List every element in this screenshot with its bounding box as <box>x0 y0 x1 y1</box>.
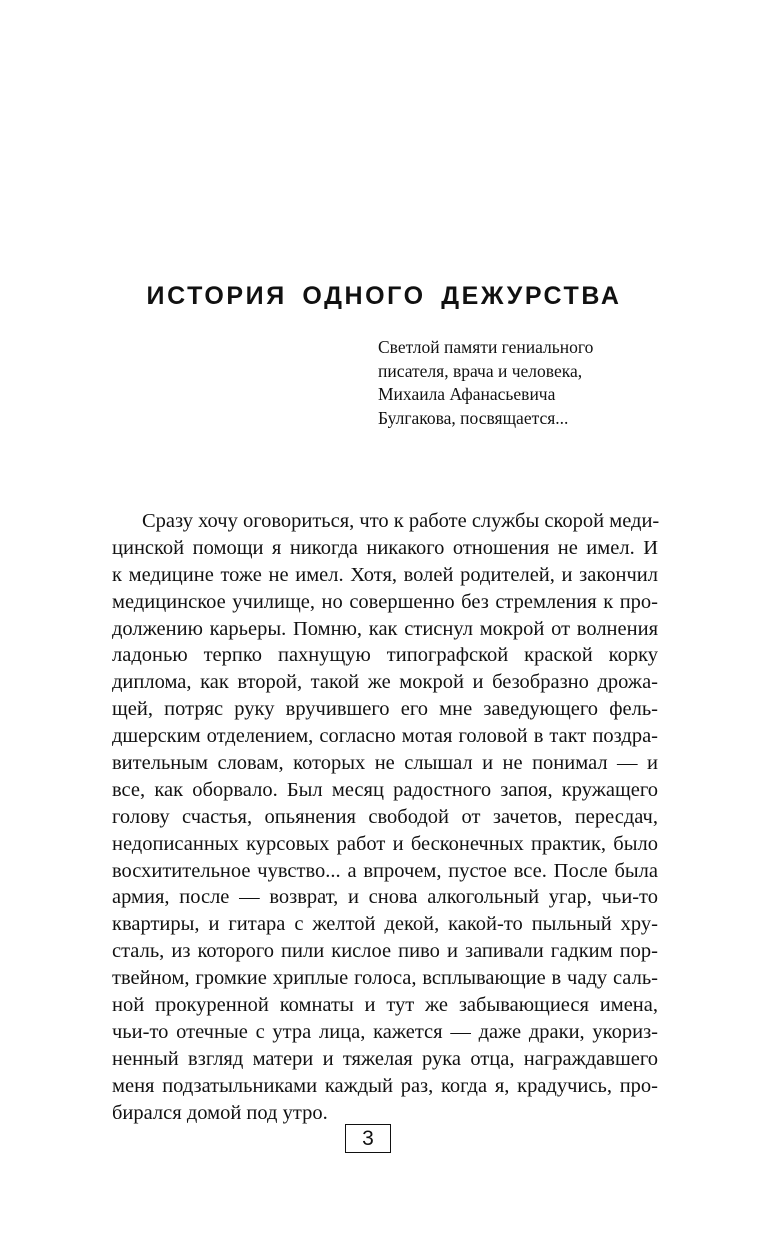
text-line: вительным словам, которых не слышал и не понимал — и <box>112 752 658 775</box>
text-line: все, как оборвало. Был месяц радостного запоя, кружащего <box>112 778 658 801</box>
chapter-title: ИСТОРИЯ ОДНОГО ДЕЖУРСТВА <box>146 282 622 310</box>
body-paragraph <box>112 508 658 1126</box>
epigraph <box>378 336 593 430</box>
text-line: твейном, громкие хриплые голоса, всплывающие в чаду саль- <box>112 967 658 990</box>
text-line: к медицине тоже не имел. Хотя, волей родителей, и закончил <box>112 563 658 586</box>
text-line: щей, потряс руку вручившего его мне заведующего фель- <box>112 698 658 721</box>
epigraph-line: писателя, врача и человека, <box>378 360 583 381</box>
text-line: бирался домой под утро. <box>112 1101 328 1124</box>
text-line: чьи-то отечные с утра лица, кажется — даже драки, укориз- <box>112 1020 658 1043</box>
epigraph-line: Светлой памяти гениального <box>378 337 594 357</box>
text-line: меня подзатыльниками каждый раз, когда я, крадучись, про- <box>112 1074 658 1097</box>
text-line: должению карьеры. Помню, как стиснул мокрой от волнения <box>112 617 658 640</box>
text-line: цинской помощи я никогда никакого отношения не имел. И <box>112 536 658 559</box>
text-line: дшерским отделением, согласно мотая головой в такт поздра- <box>112 725 658 748</box>
text-line: Сразу хочу оговориться, что к работе службы скорой меди- <box>142 510 660 532</box>
text-line: квартиры, и гитара с желтой декой, какой-то пыльный хру- <box>112 913 658 936</box>
text-line: армия, после — возврат, и снова алкогольный угар, чьи-то <box>112 886 658 909</box>
page-number: 3 <box>345 1124 391 1153</box>
text-line: ненный взгляд матери и тяжелая рука отца, награждавшего <box>112 1047 658 1070</box>
text-line: диплома, как второй, такой же мокрой и безобразно дрожа- <box>112 671 658 694</box>
text-line: медицинское училище, но совершенно без стремления к про- <box>112 590 658 613</box>
text-line: сталь, из которого пили кислое пиво и запивали гадким пор- <box>112 940 658 963</box>
text-line: ладонью терпко пахнущую типографской краской корку <box>112 644 658 667</box>
epigraph-line: Булгакова, посвящается... <box>378 407 569 428</box>
epigraph-line: Михаила Афанасьевича <box>378 384 556 404</box>
text-line: восхитительное чувство... а впрочем, пустое все. После была <box>112 859 658 882</box>
text-line: голову счастья, опьянения свободой от зачетов, пересдач, <box>112 805 658 828</box>
text-line: ной прокуренной комнаты и тут же забывающиеся имена, <box>112 994 658 1017</box>
text-line: недописанных курсовых работ и бесконечных практик, было <box>112 832 658 855</box>
